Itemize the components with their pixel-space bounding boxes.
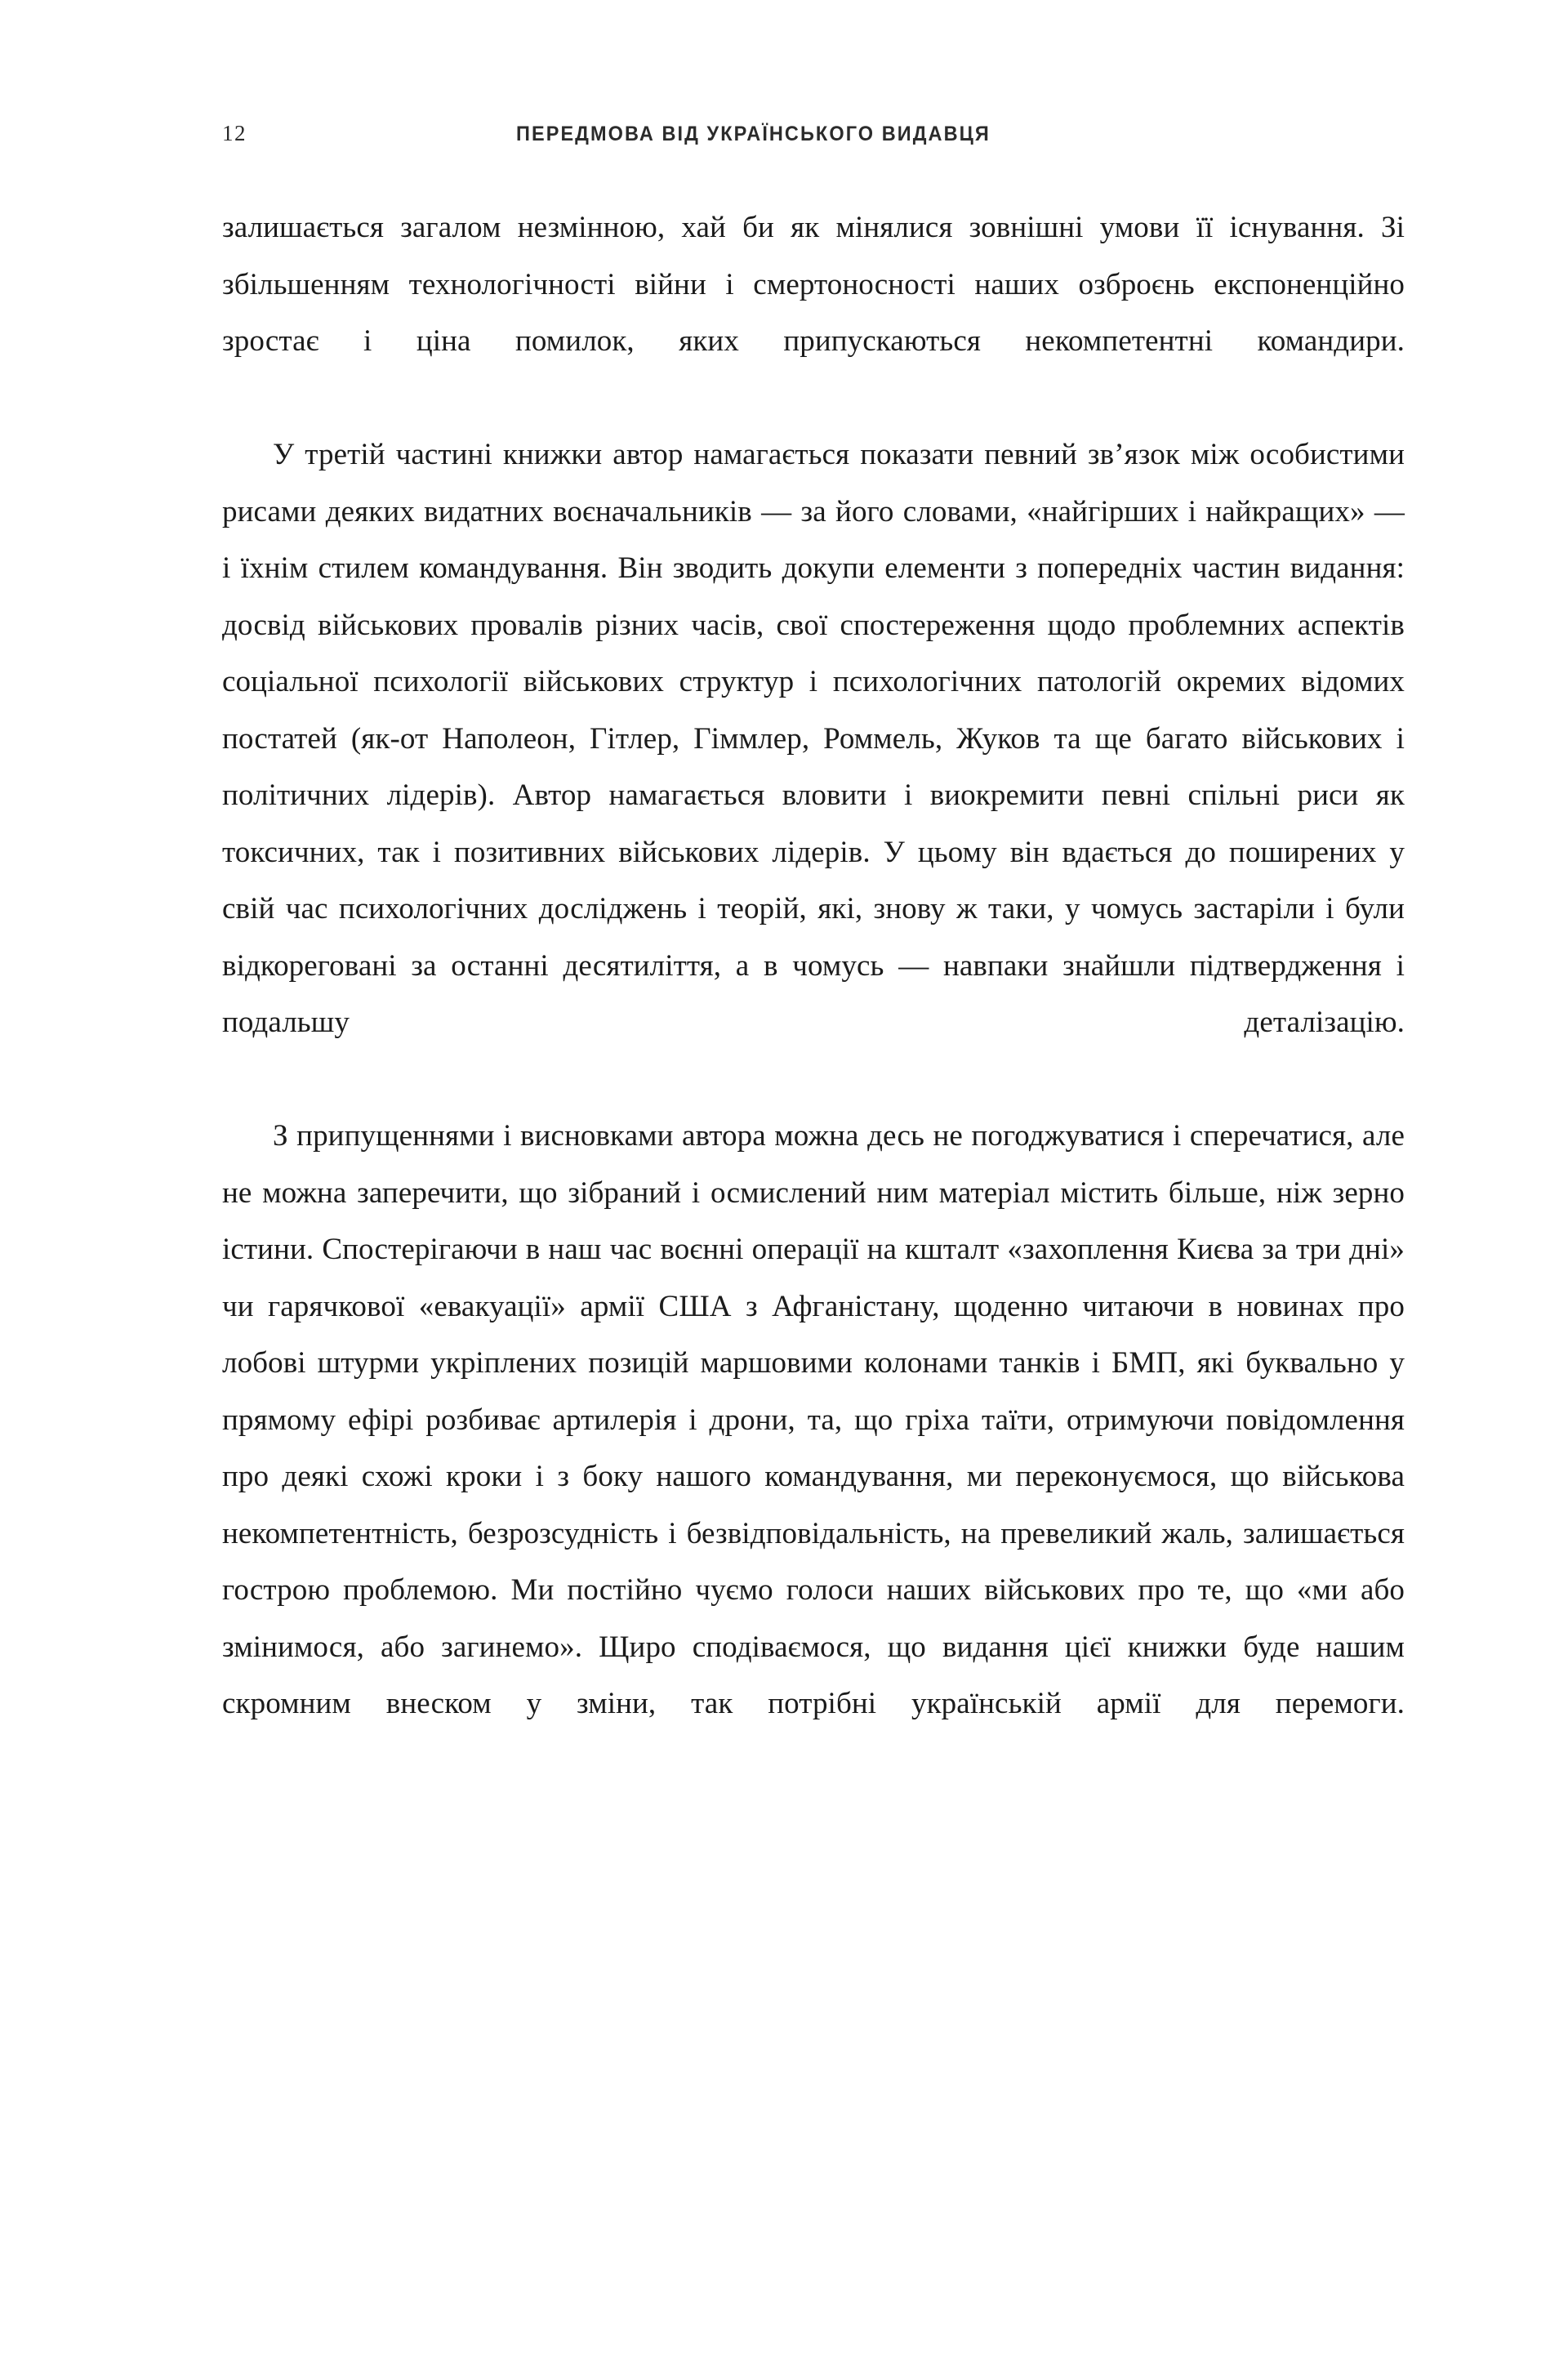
page-number: 12 <box>222 121 247 145</box>
body-text-block <box>222 199 1405 1789</box>
paragraph: залишається загалом незмінною, хай би як мінялися зовнішні умови її існування. Зі збільшенням технологічності війни і смертоносності наших озброєнь експоненційно зростає і ціна помилок, яких припускаються некомпетентні командири. <box>222 211 1405 358</box>
paragraph: З припущеннями і висновками автора можна десь не погоджуватися і сперечатися, але не можна заперечити, що зібраний і осмислений ним матеріал містить більше, ніж зерно істини. Спостерігаючи в наш час воєнні операції на кшталт «захоплення Києва за три дні» чи гарячкової «евакуації» армії США з Афганістану, щоденно читаючи в новинах про лобові штурми укріплених позицій маршовими колонами танків і БМП, які буквально у прямому ефірі розбиває артилерія і дрони, та, що гріха таїти, отримуючи повідомлення про деякі схожі кроки і з боку нашого командування, ми переконуємося, що військова некомпетентність, безрозсудність і безвідповідальність, на превеликий жаль, залишається гострою проблемою. Ми постійно чуємо голоси наших військових про те, що «ми або змінимося, або загинемо». Щиро сподіваємося, що видання цієї книжки буде нашим скромним внеском у зміни, так потрібні українській армії для перемоги. <box>222 1119 1405 1720</box>
paragraph: У третій частині книжки автор намагається показати певний зв’язок між особистими рисами деяких видатних воєначальників — за його словами, «найгірших і найкращих» — і їхнім стилем командування. Він зводить докупи елементи з попередніх частин видання: досвід військових провалів різних часів, свої спостереження щодо проблемних аспектів соціальної психології військових структур і психологічних патологій окремих відомих постатей (як-от Наполеон, Гітлер, Гіммлер, Роммель, Жуков та ще багато військових і політичних лідерів). Автор намагається вловити і виокремити певні спільні риси як токсичних, так і позитивних військових лідерів. У цьому він вдається до поширених у свій час психологічних досліджень і теорій, які, знову ж таки, у чомусь застаріли і були відкореговані за останні десятиліття, а в чомусь — навпаки знайшли підтвердження і подальшу деталізацію. <box>222 438 1405 1039</box>
running-head-title: ПЕРЕДМОВА ВІД УКРАЇНСЬКОГО ВИДАВЦЯ <box>516 123 991 145</box>
running-head <box>222 121 1405 158</box>
